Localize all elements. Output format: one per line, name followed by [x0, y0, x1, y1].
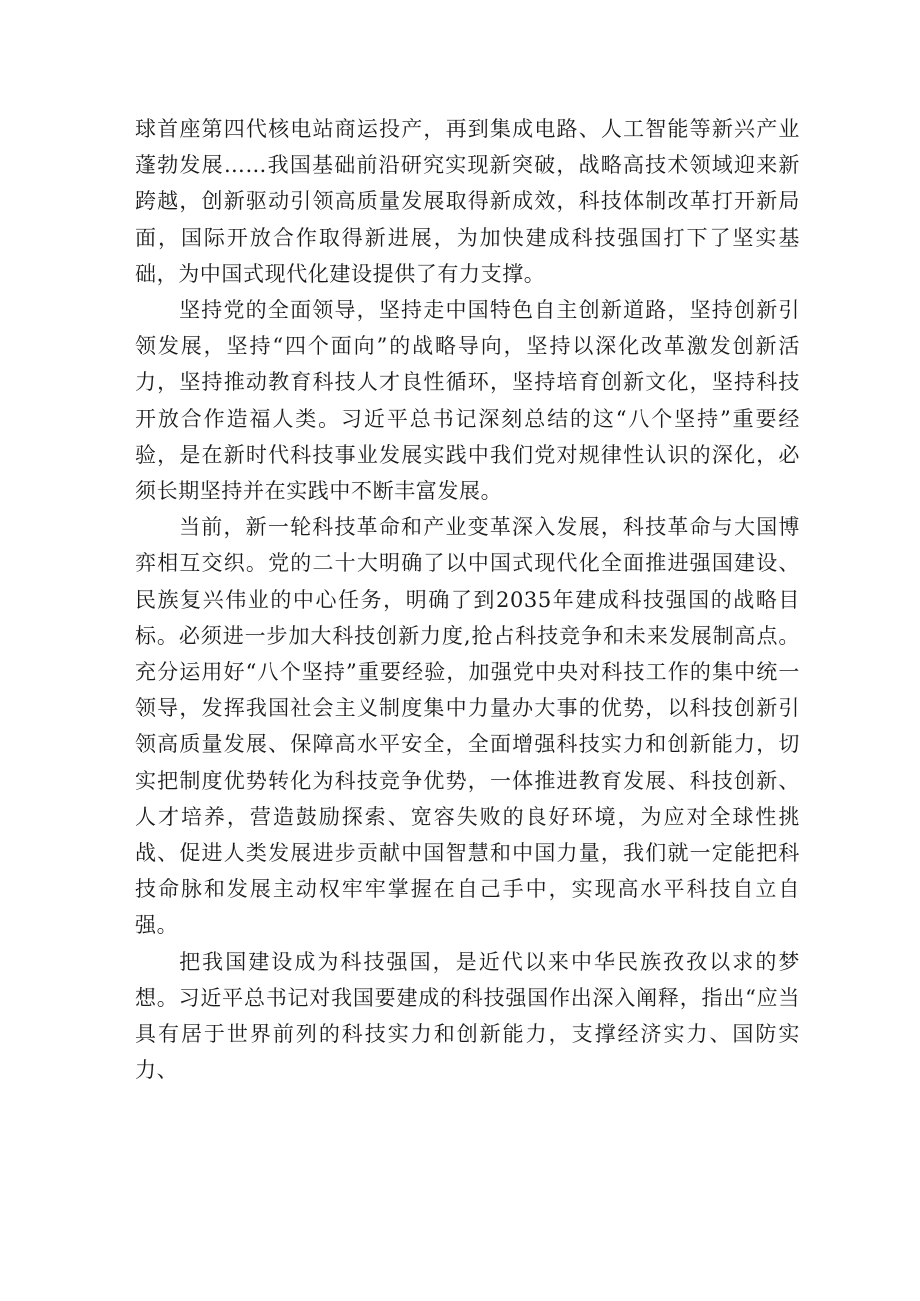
- paragraph-1: 球首座第四代核电站商运投产，再到集成电路、人工智能等新兴产业蓬勃发展……我国基础前沿研究实现新突破，战略高技术领域迎来新跨越，创新驱动引领高质量发展取得新成效，科技体制改革打开新局面，国际开放合作取得新进展，为加快建成科技强国打下了坚实基础，为中国式现代化建设提供了有力支撑。: [135, 117, 800, 286]
- paragraph-4: 把我国建设成为科技强国，是近代以来中华民族孜孜以求的梦想。习近平总书记对我国要建成的科技强国作出深入阐释，指出“应当具有居于世界前列的科技实力和创新能力，支撑经济实力、国防实力、: [135, 949, 800, 1083]
- paragraph-3: 当前，新一轮科技革命和产业变革深入发展，科技革命与大国博弈相互交织。党的二十大明确了以中国式现代化全面推进强国建设、民族复兴伟业的中心任务，明确了到2035年建成科技强国的战略目标。必须进一步加大科技创新力度,抢占科技竞争和未来发展制高点。充分运用好“八个坚持”重要经验，加强党中央对科技工作的集中统一领导，发挥我国社会主义制度集中力量办大事的优势，以科技创新引领高质量发展、保障高水平安全，全面增强科技实力和创新能力，切实把制度优势转化为科技竞争优势，一体推进教育发展、科技创新、人才培养，营造鼓励探索、宽容失败的良好环境，为应对全球性挑战、促进人类发展进步贡献中国智慧和中国力量，我们就一定能把科技命脉和发展主动权牢牢掌握在自己手中，实现高水平科技自立自强。: [135, 515, 800, 938]
- document-body: [135, 111, 800, 1088]
- paragraph-2: 坚持党的全面领导，坚持走中国特色自主创新道路，坚持创新引领发展，坚持“四个面向”的战略导向，坚持以深化改革激发创新活力，坚持推动教育科技人才良性循环，坚持培育创新文化，坚持科技开放合作造福人类。习近平总书记深刻总结的这“八个坚持”重要经验，是在新时代科技事业发展实践中我们党对规律性认识的深化，必须长期坚持并在实践中不断丰富发展。: [135, 298, 800, 504]
